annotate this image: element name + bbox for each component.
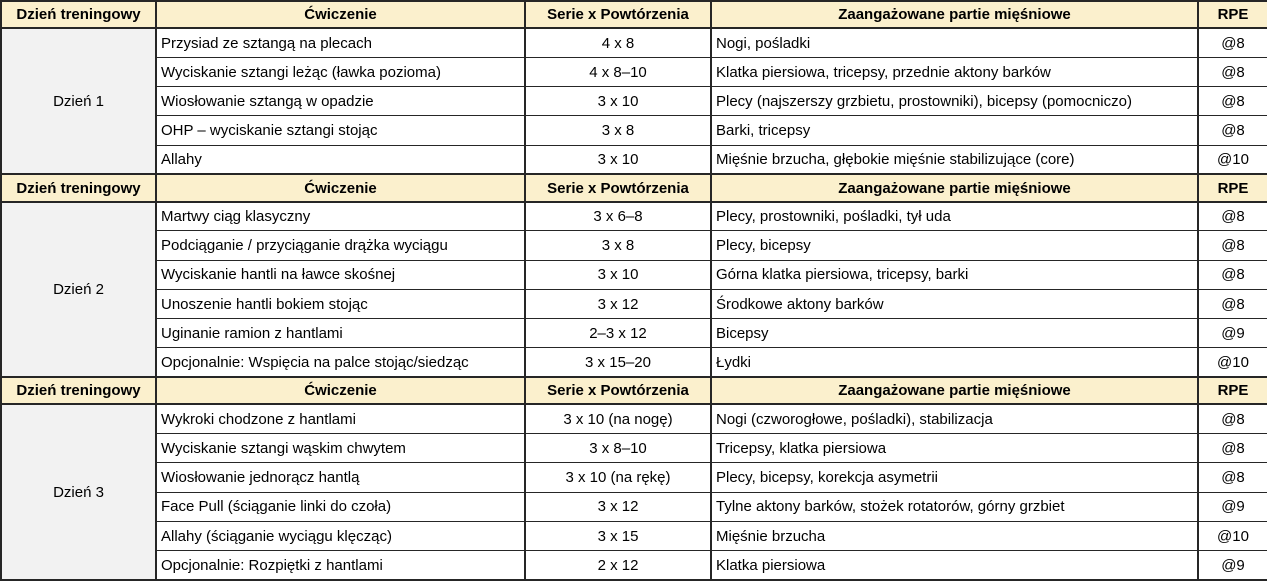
muscles-cell: Górna klatka piersiowa, tricepsy, barki [711, 260, 1198, 289]
exercise-cell: Wiosłowanie jednorącz hantlą [156, 463, 525, 492]
exercise-cell: Wyciskanie sztangi leżąc (ławka pozioma) [156, 57, 525, 86]
column-header: Serie x Powtórzenia [525, 174, 711, 201]
rpe-cell: @9 [1198, 551, 1267, 580]
muscles-cell: Plecy, bicepsy [711, 231, 1198, 260]
rpe-cell: @8 [1198, 463, 1267, 492]
rpe-cell: @8 [1198, 116, 1267, 145]
column-header: Zaangażowane partie mięśniowe [711, 377, 1198, 404]
workout-table-body [1, 1, 1267, 580]
exercise-cell: Unoszenie hantli bokiem stojąc [156, 289, 525, 318]
exercise-cell: Wyciskanie hantli na ławce skośnej [156, 260, 525, 289]
column-header: RPE [1198, 377, 1267, 404]
exercise-cell: Opcjonalnie: Wspięcia na palce stojąc/siedząc [156, 348, 525, 377]
exercise-row [1, 87, 1267, 116]
day-cell: Dzień 3 [1, 404, 156, 580]
muscles-cell: Plecy, bicepsy, korekcja asymetrii [711, 463, 1198, 492]
exercise-cell: OHP – wyciskanie sztangi stojąc [156, 116, 525, 145]
muscles-cell: Klatka piersiowa [711, 551, 1198, 580]
exercise-row [1, 145, 1267, 174]
sets-reps-cell: 2 x 12 [525, 551, 711, 580]
muscles-cell: Mięśnie brzucha, głębokie mięśnie stabilizujące (core) [711, 145, 1198, 174]
sets-reps-cell: 3 x 8–10 [525, 434, 711, 463]
rpe-cell: @8 [1198, 202, 1267, 231]
exercise-row [1, 463, 1267, 492]
muscles-cell: Plecy (najszerszy grzbietu, prostowniki), bicepsy (pomocniczo) [711, 87, 1198, 116]
column-header: Serie x Powtórzenia [525, 1, 711, 28]
muscles-cell: Klatka piersiowa, tricepsy, przednie aktony barków [711, 57, 1198, 86]
column-header: Dzień treningowy [1, 174, 156, 201]
exercise-row [1, 57, 1267, 86]
exercise-cell: Allahy (ściąganie wyciągu klęcząc) [156, 521, 525, 550]
column-header: Serie x Powtórzenia [525, 377, 711, 404]
rpe-cell: @8 [1198, 28, 1267, 57]
rpe-cell: @9 [1198, 319, 1267, 348]
column-header: Ćwiczenie [156, 174, 525, 201]
column-header: Zaangażowane partie mięśniowe [711, 174, 1198, 201]
rpe-cell: @8 [1198, 434, 1267, 463]
exercise-row [1, 260, 1267, 289]
rpe-cell: @10 [1198, 348, 1267, 377]
exercise-row [1, 319, 1267, 348]
day-cell: Dzień 1 [1, 28, 156, 174]
rpe-cell: @8 [1198, 404, 1267, 433]
day-cell: Dzień 2 [1, 202, 156, 378]
muscles-cell: Plecy, prostowniki, pośladki, tył uda [711, 202, 1198, 231]
exercise-cell: Przysiad ze sztangą na plecach [156, 28, 525, 57]
muscles-cell: Łydki [711, 348, 1198, 377]
muscles-cell: Nogi (czworogłowe, pośladki), stabilizacja [711, 404, 1198, 433]
exercise-row [1, 348, 1267, 377]
exercise-row [1, 289, 1267, 318]
sets-reps-cell: 3 x 15–20 [525, 348, 711, 377]
sets-reps-cell: 3 x 10 (na rękę) [525, 463, 711, 492]
muscles-cell: Tricepsy, klatka piersiowa [711, 434, 1198, 463]
sets-reps-cell: 3 x 12 [525, 492, 711, 521]
rpe-cell: @10 [1198, 521, 1267, 550]
section-header-row [1, 174, 1267, 201]
exercise-row [1, 116, 1267, 145]
sets-reps-cell: 3 x 10 [525, 87, 711, 116]
exercise-cell: Martwy ciąg klasyczny [156, 202, 525, 231]
sets-reps-cell: 3 x 15 [525, 521, 711, 550]
rpe-cell: @8 [1198, 57, 1267, 86]
exercise-cell: Wyciskanie sztangi wąskim chwytem [156, 434, 525, 463]
exercise-row [1, 202, 1267, 231]
rpe-cell: @8 [1198, 260, 1267, 289]
sets-reps-cell: 3 x 10 (na nogę) [525, 404, 711, 433]
exercise-cell: Wiosłowanie sztangą w opadzie [156, 87, 525, 116]
exercise-row [1, 28, 1267, 57]
sets-reps-cell: 4 x 8 [525, 28, 711, 57]
exercise-cell: Face Pull (ściąganie linki do czoła) [156, 492, 525, 521]
sets-reps-cell: 2–3 x 12 [525, 319, 711, 348]
column-header: Ćwiczenie [156, 377, 525, 404]
exercise-cell: Uginanie ramion z hantlami [156, 319, 525, 348]
section-header-row [1, 377, 1267, 404]
column-header: RPE [1198, 1, 1267, 28]
muscles-cell: Barki, tricepsy [711, 116, 1198, 145]
column-header: RPE [1198, 174, 1267, 201]
column-header: Dzień treningowy [1, 1, 156, 28]
sets-reps-cell: 4 x 8–10 [525, 57, 711, 86]
exercise-row [1, 434, 1267, 463]
sets-reps-cell: 3 x 12 [525, 289, 711, 318]
sets-reps-cell: 3 x 10 [525, 145, 711, 174]
rpe-cell: @8 [1198, 289, 1267, 318]
exercise-cell: Allahy [156, 145, 525, 174]
exercise-cell: Wykroki chodzone z hantlami [156, 404, 525, 433]
section-header-row [1, 1, 1267, 28]
sets-reps-cell: 3 x 6–8 [525, 202, 711, 231]
muscles-cell: Mięśnie brzucha [711, 521, 1198, 550]
sets-reps-cell: 3 x 8 [525, 231, 711, 260]
muscles-cell: Środkowe aktony barków [711, 289, 1198, 318]
column-header: Ćwiczenie [156, 1, 525, 28]
column-header: Dzień treningowy [1, 377, 156, 404]
muscles-cell: Tylne aktony barków, stożek rotatorów, górny grzbiet [711, 492, 1198, 521]
muscles-cell: Nogi, pośladki [711, 28, 1198, 57]
rpe-cell: @8 [1198, 87, 1267, 116]
rpe-cell: @10 [1198, 145, 1267, 174]
exercise-row [1, 551, 1267, 580]
exercise-cell: Opcjonalnie: Rozpiętki z hantlami [156, 551, 525, 580]
exercise-row [1, 231, 1267, 260]
rpe-cell: @9 [1198, 492, 1267, 521]
column-header: Zaangażowane partie mięśniowe [711, 1, 1198, 28]
exercise-cell: Podciąganie / przyciąganie drążka wyciągu [156, 231, 525, 260]
exercise-row [1, 521, 1267, 550]
rpe-cell: @8 [1198, 231, 1267, 260]
sets-reps-cell: 3 x 8 [525, 116, 711, 145]
exercise-row [1, 404, 1267, 433]
exercise-row [1, 492, 1267, 521]
sets-reps-cell: 3 x 10 [525, 260, 711, 289]
muscles-cell: Bicepsy [711, 319, 1198, 348]
